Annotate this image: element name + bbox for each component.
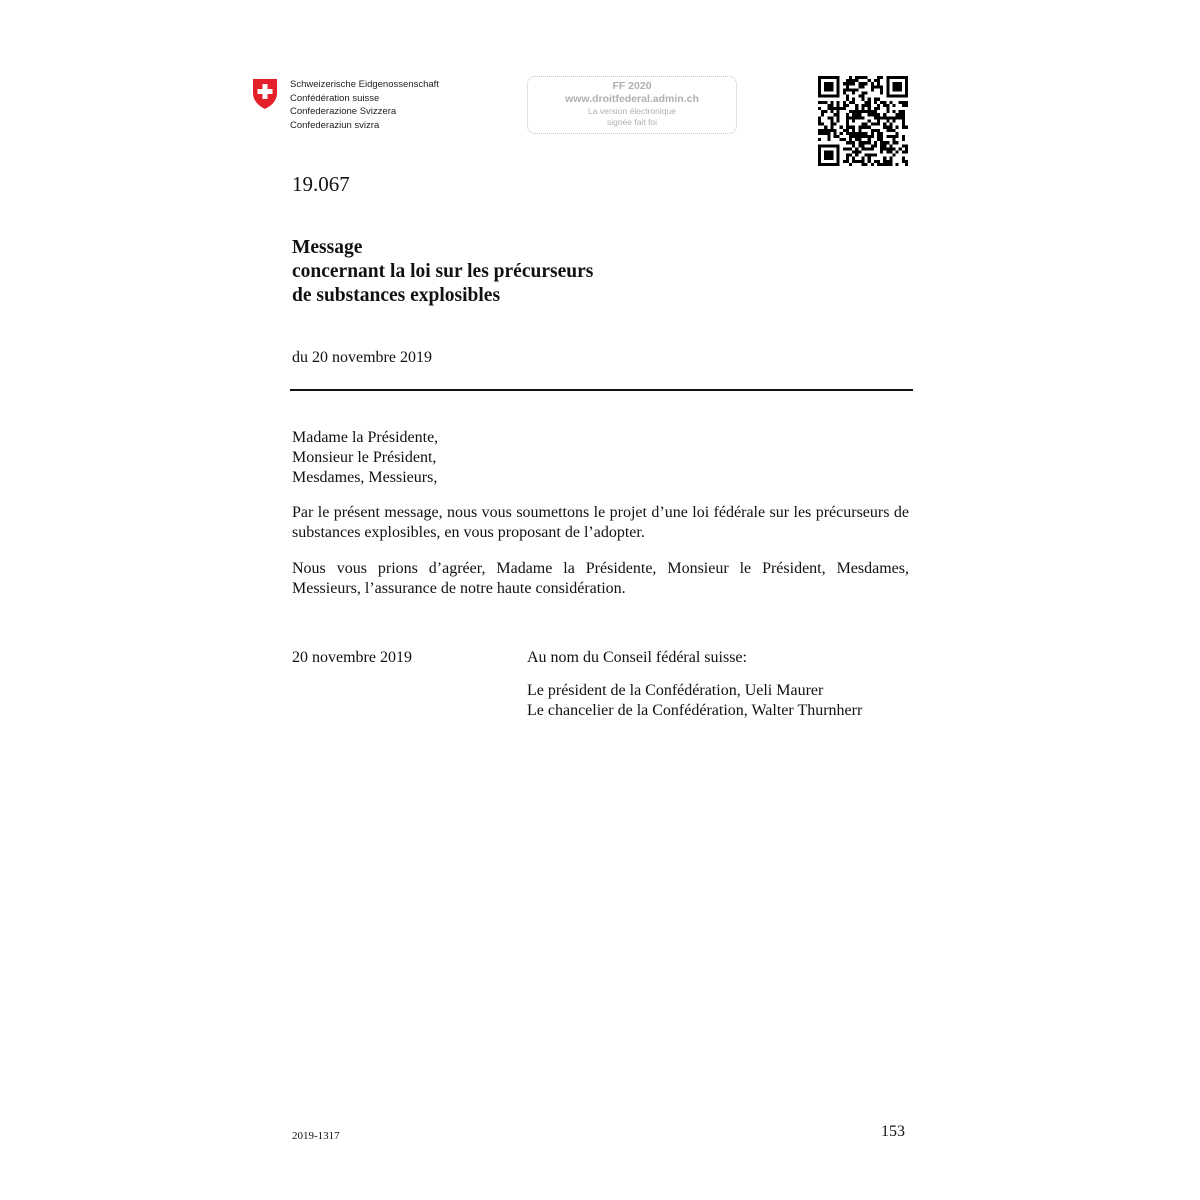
stamp-note-2: signée fait foi xyxy=(606,117,658,127)
footer-reference: 2019-1317 xyxy=(292,1130,340,1142)
authority-line-fr: Confédération suisse xyxy=(290,92,380,104)
document-title xyxy=(292,236,593,308)
official-publication-stamp xyxy=(527,76,737,134)
salutation-line: Mesdames, Messieurs, xyxy=(292,469,438,486)
salutation xyxy=(292,428,438,488)
body-paragraph: Nous vous prions d’agréer, Madame la Présidente, Monsieur le Président, Mesdames, Messieurs, l’assurance de notre haute considération. xyxy=(292,560,909,597)
federal-authority-names xyxy=(290,78,439,132)
signatories xyxy=(527,681,862,721)
title-line: Message xyxy=(292,237,363,258)
swiss-coat-of-arms-icon xyxy=(252,78,278,110)
qr-code-icon xyxy=(818,76,908,166)
title-line: concernant la loi sur les précurseurs xyxy=(292,261,594,282)
stamp-url: www.droitfederal.admin.ch xyxy=(565,93,699,105)
document-number: 19.067 xyxy=(292,172,350,196)
salutation-line: Monsieur le Président, xyxy=(292,449,437,466)
signatory-chancellor: Le chancelier de la Confédération, Walter Thurnherr xyxy=(527,702,863,719)
signatory-president: Le président de la Confédération, Ueli Maurer xyxy=(527,682,824,699)
authority-line-de: Schweizerische Eidgenossenschaft xyxy=(290,79,439,90)
signature-date: 20 novembre 2019 xyxy=(292,649,412,666)
authority-line-it: Confederazione Svizzera xyxy=(290,106,397,117)
body-paragraph: Par le présent message, nous vous soumettons le projet d’une loi fédérale sur les précurseurs de substances explosibles, en vous proposant de l’adopter. xyxy=(292,504,909,541)
horizontal-divider xyxy=(290,389,913,391)
stamp-note-1: La version électronique xyxy=(588,106,676,116)
authority-line-rm: Confederaziun svizra xyxy=(290,119,380,131)
council-line: Au nom du Conseil fédéral suisse: xyxy=(527,649,747,666)
document-date: du 20 novembre 2019 xyxy=(292,349,432,366)
title-line: de substances explosibles xyxy=(292,285,501,306)
salutation-line: Madame la Présidente, xyxy=(292,429,439,446)
stamp-publication: FF 2020 xyxy=(612,80,652,92)
page-number: 153 xyxy=(881,1123,905,1140)
